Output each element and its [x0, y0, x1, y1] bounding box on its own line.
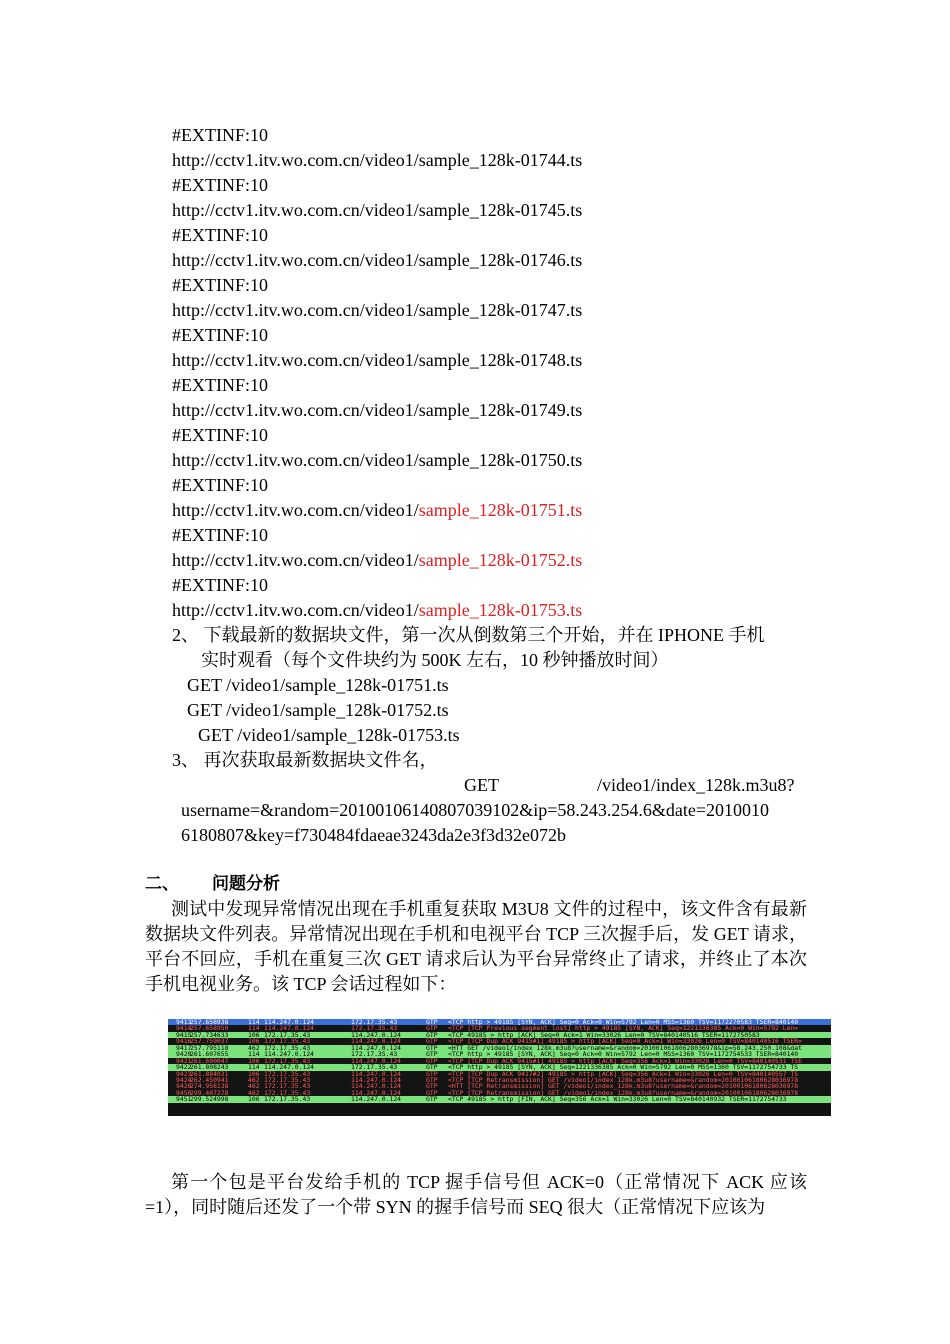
- extinf-tag: #EXTINF:10: [172, 125, 268, 145]
- capture-cell-info: <TCP 49185 > http [ACK] Seq=0 Ack=1 Win=33026 Len=0 TSV=840140516 TSER=1172750583: [448, 1031, 760, 1039]
- capture-cell-len: 106: [248, 1070, 260, 1077]
- capture-cell-info: <TCP [TCP Dup ACK 9415#1] 49185 > http [ACK] Seq=356 Ack=1 Win=33026 Len=0 TSV=840140531 TSE: [448, 1057, 802, 1065]
- capture-cell-proto: GTP: [426, 1031, 438, 1039]
- capture-cell-no: 9421: [176, 1057, 192, 1065]
- capture-cell-proto: GTP: [426, 1096, 438, 1103]
- capture-cell-info: <TCP http > 49185 [SYN, ACK] Seq=0 Ack=0 Win=5792 Len=0 MSS=1360 TSV=1172754533 TSER=840140: [448, 1051, 799, 1058]
- capture-cell-proto: GTP: [426, 1051, 438, 1058]
- capture-cell-len: 462: [248, 1083, 260, 1090]
- capture-cell-no: 9423: [176, 1070, 192, 1077]
- capture-cell-len: 106: [248, 1057, 260, 1065]
- step-3-query-line-1: username=&random=20100106140807039102&ip=58.243.254.6&date=2010010: [181, 800, 770, 820]
- extinf-tag: #EXTINF:10: [172, 475, 268, 495]
- capture-cell-proto: GTP: [426, 1076, 438, 1084]
- capture-cell-time: 261.690047: [190, 1057, 229, 1065]
- capture-cell-len: 106: [248, 1038, 260, 1045]
- capture-cell-info: <TCP http > 49185 [SYN, ACK] Seq=0 Ack=0 Win=5792 Len=0 MSS=1360 TSV=1172270583 TSER=840140: [448, 1019, 799, 1026]
- segment-url: http://cctv1.itv.wo.com.cn/video1/sample_128k-01748.ts: [172, 350, 583, 370]
- capture-cell-no: 9450: [176, 1089, 192, 1097]
- capture-cell-len: 114: [248, 1025, 260, 1032]
- capture-cell-proto: GTP: [426, 1070, 438, 1077]
- capture-cell-dst: 172.17.35.43: [351, 1064, 398, 1071]
- capture-cell-no: 9428: [176, 1083, 192, 1090]
- step-2-get-3: GET /video1/sample_128k-01753.ts: [198, 725, 460, 745]
- step-3-query-line-2: 6180807&key=f730484fdaeae3243da2e3f3d32e072b: [181, 825, 567, 845]
- step-3-get-path: /video1/index_128k.m3u8?: [597, 775, 795, 795]
- extinf-tag: #EXTINF:10: [172, 325, 268, 345]
- capture-cell-dst: 172.17.35.43: [351, 1051, 398, 1058]
- segment-url: http://cctv1.itv.wo.com.cn/video1/sample_128k-01747.ts: [172, 300, 583, 320]
- step-2-get-2: GET /video1/sample_128k-01752.ts: [187, 700, 449, 720]
- capture-cell-dst: 172.17.35.43: [351, 1019, 398, 1026]
- step-2-line-1: 2、 下载最新的数据块文件，第一次从倒数第三个开始，并在 IPHONE 手机: [172, 625, 765, 645]
- capture-cell-dst: 114.247.0.124: [351, 1031, 402, 1039]
- segment-url: http://cctv1.itv.wo.com.cn/video1/sample_128k-01745.ts: [172, 200, 583, 220]
- segment-url: http://cctv1.itv.wo.com.cn/video1/sample_128k-01750.ts: [172, 450, 583, 470]
- capture-cell-info: <HTT GET /video1/index_128k.m3u8?username=&random=20100106180628036978&ip=58.243.250.108&dat: [448, 1044, 802, 1052]
- capture-cell-proto: GTP: [426, 1038, 438, 1045]
- capture-cell-no: 9414: [176, 1025, 192, 1032]
- segment-url: http://cctv1.itv.wo.com.cn/video1/sample_128k-01749.ts: [172, 400, 583, 420]
- segment-url: http://cctv1.itv.wo.com.cn/video1/sample_128k-01746.ts: [172, 250, 583, 270]
- capture-cell-time: 257.658950: [190, 1025, 229, 1032]
- section-number: 二、: [145, 874, 179, 894]
- capture-cell-time: 299.524998: [190, 1096, 229, 1103]
- capture-cell-len: 462: [248, 1089, 260, 1097]
- capture-cell-info: <TCP http > 49185 [SYN, ACK] Seq=1221336385 Ack=0 Win=5792 Len=0 MSS=1360 TSV=1172754733 TS: [448, 1064, 799, 1071]
- capture-cell-dst: 114.247.0.124: [351, 1089, 402, 1097]
- capture-cell-src: 172.17.35.43: [264, 1083, 311, 1090]
- packet-capture-screenshot: [168, 1019, 831, 1116]
- capture-cell-dst: 114.247.0.124: [351, 1070, 402, 1077]
- capture-cell-proto: GTP: [426, 1057, 438, 1065]
- capture-cell-no: 9415: [176, 1031, 192, 1039]
- capture-cell-info: <TCP 49185 > http [FIN, ACK] Seq=356 Ack=1 Win=33026 Len=0 TSV=840140932 TSER=1172754733: [448, 1096, 787, 1103]
- capture-cell-src: 114.247.0.124: [264, 1051, 315, 1058]
- capture-cell-info: <TCP [TCP Retransmission] GET /video1/index_128k.m3u8?username=&random=20100106180628036978: [448, 1076, 799, 1084]
- capture-cell-time: 257.795118: [190, 1044, 229, 1052]
- segment-file-name-highlight: sample_128k-01752.ts: [418, 550, 583, 570]
- segment-url-highlighted: [172, 548, 582, 573]
- capture-cell-proto: GTP: [426, 1089, 438, 1097]
- segment-url-prefix: http://cctv1.itv.wo.com.cn/video1/: [172, 500, 419, 520]
- capture-cell-proto: GTP: [426, 1019, 438, 1026]
- capture-cell-len: 462: [248, 1076, 260, 1084]
- capture-cell-proto: GTP: [426, 1025, 438, 1032]
- capture-cell-src: 114.247.0.124: [264, 1019, 315, 1026]
- step-2-get-1: GET /video1/sample_128k-01751.ts: [187, 675, 449, 695]
- capture-cell-time: 274.958138: [190, 1083, 229, 1090]
- capture-cell-src: 172.17.35.43: [264, 1096, 311, 1103]
- capture-cell-time: 261.884031: [190, 1070, 229, 1077]
- capture-cell-len: 106: [248, 1031, 260, 1039]
- capture-cell-dst: 114.247.0.124: [351, 1076, 402, 1084]
- capture-cell-src: 114.247.0.124: [264, 1025, 315, 1032]
- capture-row: [168, 1096, 831, 1102]
- extinf-tag: #EXTINF:10: [172, 225, 268, 245]
- capture-cell-src: 114.247.0.124: [264, 1064, 315, 1071]
- capture-cell-dst: 114.247.0.124: [351, 1044, 402, 1052]
- capture-cell-dst: 114.247.0.124: [351, 1096, 402, 1103]
- capture-cell-src: 172.17.35.43: [264, 1070, 311, 1077]
- capture-cell-src: 172.17.35.43: [264, 1089, 311, 1097]
- capture-cell-no: 9416: [176, 1038, 192, 1045]
- capture-cell-dst: 114.247.0.124: [351, 1057, 402, 1065]
- capture-cell-len: 106: [248, 1096, 260, 1103]
- capture-cell-no: 9420: [176, 1051, 192, 1058]
- capture-cell-src: 172.17.35.43: [264, 1031, 311, 1039]
- extinf-tag: #EXTINF:10: [172, 525, 268, 545]
- section-title: 问题分析: [212, 874, 280, 894]
- capture-cell-no: 9417: [176, 1044, 192, 1052]
- capture-cell-len: 114: [248, 1064, 260, 1071]
- capture-cell-info: <TCP [TCP Previous segment lost] http > 49185 [SYN, ACK] Seq=1221336385 Ack=0 Win=5792 Len=: [448, 1025, 799, 1032]
- capture-cell-dst: 114.247.0.124: [351, 1038, 402, 1045]
- capture-cell-src: 172.17.35.43: [264, 1057, 311, 1065]
- capture-cell-len: 462: [248, 1044, 260, 1052]
- extinf-tag: #EXTINF:10: [172, 275, 268, 295]
- capture-cell-info: <TCP [TCP Dup ACK 9415#1] 49185 > http [ACK] Seq=0 Ack=1 Win=33026 Len=0 TSV=840140516 TSER=: [448, 1038, 802, 1045]
- segment-file-name-highlight: sample_128k-01753.ts: [418, 600, 583, 620]
- capture-cell-no: 9413: [176, 1019, 192, 1026]
- step-3-get-word: GET: [464, 775, 499, 795]
- capture-cell-time: 261.808243: [190, 1064, 229, 1071]
- capture-cell-time: 299.407278: [190, 1089, 229, 1097]
- capture-cell-time: 257.759037: [190, 1038, 229, 1045]
- capture-cell-time: 257.658938: [190, 1019, 229, 1026]
- segment-url-prefix: http://cctv1.itv.wo.com.cn/video1/: [172, 600, 419, 620]
- capture-cell-src: 172.17.35.43: [264, 1038, 311, 1045]
- capture-cell-len: 114: [248, 1051, 260, 1058]
- capture-cell-proto: GTP: [426, 1083, 438, 1090]
- step-2-line-2: 实时观看（每个文件块约为 500K 左右，10 秒钟播放时间）: [201, 650, 669, 670]
- segment-url: http://cctv1.itv.wo.com.cn/video1/sample_128k-01744.ts: [172, 150, 583, 170]
- capture-cell-info: <TCP [TCP Retransmission] GET /video1/index_128k.m3u8?username=&random=20100106180628036978: [448, 1089, 799, 1097]
- capture-cell-src: 172.17.35.43: [264, 1076, 311, 1084]
- capture-cell-dst: 172.17.35.43: [351, 1025, 398, 1032]
- extinf-tag: #EXTINF:10: [172, 575, 268, 595]
- capture-cell-src: 172.17.35.43: [264, 1044, 311, 1052]
- capture-cell-info: <HTT [TCP Retransmission] GET /video1/index_128k.m3u8?username=&random=20100106180628036978: [448, 1083, 799, 1090]
- capture-cell-proto: GTP: [426, 1064, 438, 1071]
- segment-url-highlighted: [172, 498, 582, 523]
- capture-cell-time: 261.607655: [190, 1051, 229, 1058]
- extinf-tag: #EXTINF:10: [172, 425, 268, 445]
- capture-cell-proto: GTP: [426, 1044, 438, 1052]
- extinf-tag: #EXTINF:10: [172, 375, 268, 395]
- capture-cell-time: 262.450941: [190, 1076, 229, 1084]
- capture-cell-dst: 114.247.0.124: [351, 1083, 402, 1090]
- extinf-tag: #EXTINF:10: [172, 175, 268, 195]
- analysis-paragraph-2: 第一个包是平台发给手机的 TCP 握手信号但 ACK=0（正常情况下 ACK 应该=1），同时随后还发了一个带 SYN 的握手信号而 SEQ 很大（正常情况下应该为: [145, 1172, 807, 1217]
- capture-cell-no: 9422: [176, 1064, 192, 1071]
- capture-cell-len: 114: [248, 1019, 260, 1026]
- segment-url-prefix: http://cctv1.itv.wo.com.cn/video1/: [172, 550, 419, 570]
- segment-url-highlighted: [172, 598, 582, 623]
- capture-cell-time: 257.734633: [190, 1031, 229, 1039]
- segment-file-name-highlight: sample_128k-01751.ts: [418, 500, 583, 520]
- analysis-paragraph-1: 测试中发现异常情况出现在手机重复获取 M3U8 文件的过程中，该文件含有最新数据块文件列表。异常情况出现在手机和电视平台 TCP 三次握手后，发 GET 请求，平台不回应，手机在重复三次 GET 请求后认为平台异常终止了请求，并终止了本次手机电视业务。该 TCP 会话过程如下：: [145, 899, 807, 994]
- capture-cell-no: 9451: [176, 1096, 192, 1103]
- step-3-line-1: 3、 再次获取最新数据块文件名，: [172, 750, 438, 770]
- capture-cell-no: 9424: [176, 1076, 192, 1084]
- capture-cell-info: <TCP [TCP Dup ACK 9417#2] 49185 > http [ACK] Seq=356 Ack=1 Win=33026 Len=0 TSV=840140557 TS: [448, 1070, 799, 1077]
